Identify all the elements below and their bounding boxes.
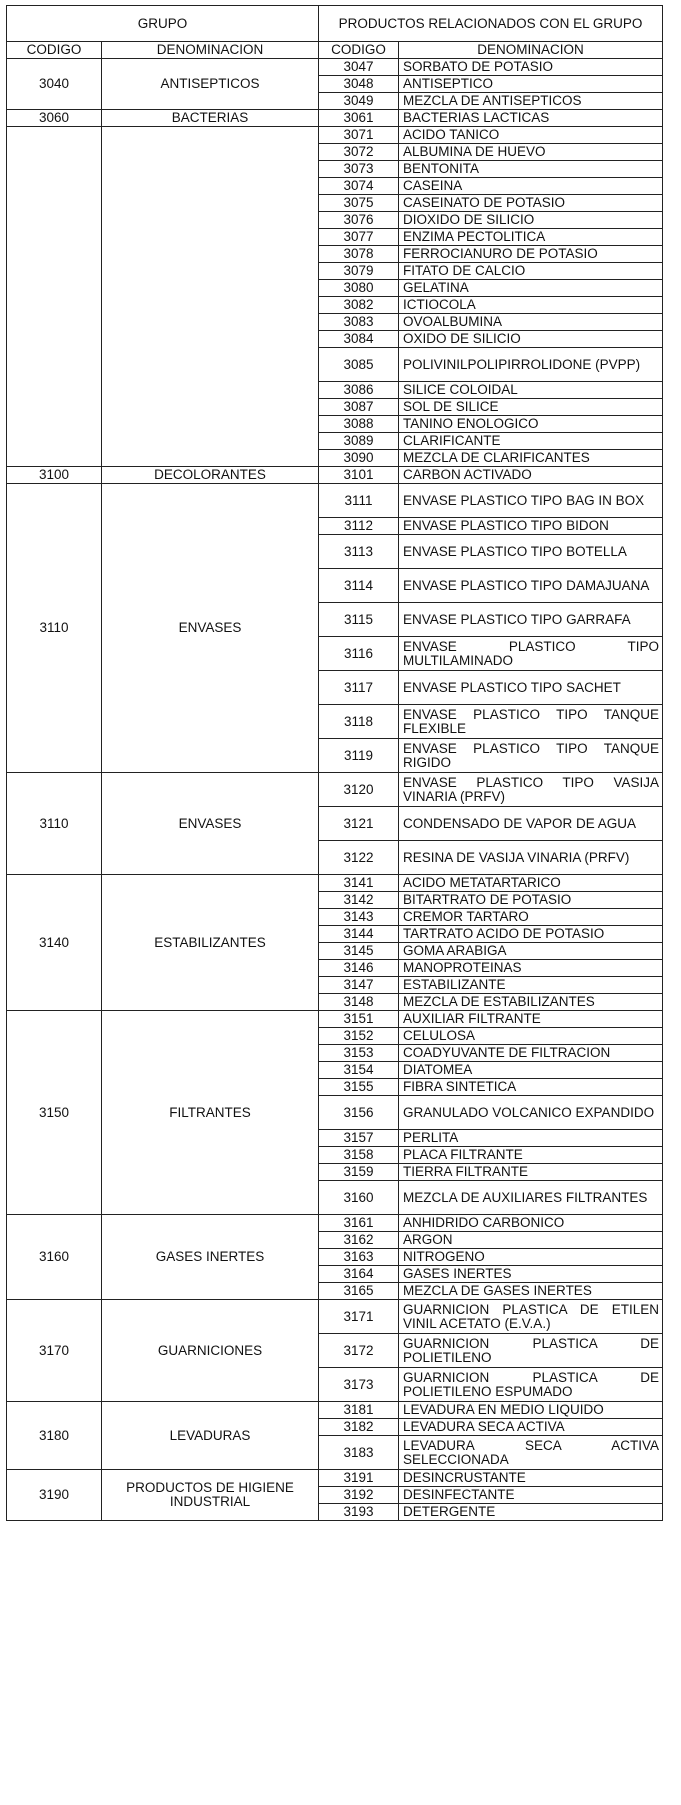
table-row bbox=[7, 467, 663, 484]
product-name: ENVASE PLASTICO TIPO SACHET bbox=[399, 671, 663, 705]
product-code: 3072 bbox=[319, 144, 399, 161]
product-code: 3142 bbox=[319, 892, 399, 909]
table-row bbox=[7, 127, 663, 144]
product-name: CONDENSADO DE VAPOR DE AGUA bbox=[399, 807, 663, 841]
product-code: 3162 bbox=[319, 1232, 399, 1249]
product-code: 3115 bbox=[319, 603, 399, 637]
product-name: PLACA FILTRANTE bbox=[399, 1147, 663, 1164]
product-name: ENVASE PLASTICO TIPO VASIJA VINARIA (PRFV) bbox=[399, 773, 663, 807]
product-code: 3160 bbox=[319, 1181, 399, 1215]
products-table bbox=[6, 5, 663, 1521]
product-code: 3048 bbox=[319, 76, 399, 93]
header-denominacion-producto: DENOMINACION bbox=[399, 42, 663, 59]
product-code: 3144 bbox=[319, 926, 399, 943]
product-code: 3120 bbox=[319, 773, 399, 807]
table-row bbox=[7, 110, 663, 127]
product-code: 3154 bbox=[319, 1062, 399, 1079]
product-code: 3089 bbox=[319, 433, 399, 450]
table-row bbox=[7, 484, 663, 518]
product-name: LEVADURA EN MEDIO LIQUIDO bbox=[399, 1402, 663, 1419]
product-code: 3117 bbox=[319, 671, 399, 705]
group-code: 3190 bbox=[7, 1470, 102, 1521]
product-name: FIBRA SINTETICA bbox=[399, 1079, 663, 1096]
product-code: 3145 bbox=[319, 943, 399, 960]
product-name: ARGON bbox=[399, 1232, 663, 1249]
header-codigo: CODIGO bbox=[7, 42, 102, 59]
table-body bbox=[7, 59, 663, 1521]
product-name: MEZCLA DE GASES INERTES bbox=[399, 1283, 663, 1300]
group-code bbox=[7, 127, 102, 467]
group-name: BACTERIAS bbox=[102, 110, 319, 127]
header-denominacion: DENOMINACION bbox=[102, 42, 319, 59]
product-code: 3165 bbox=[319, 1283, 399, 1300]
table-row bbox=[7, 1300, 663, 1334]
product-name: ALBUMINA DE HUEVO bbox=[399, 144, 663, 161]
product-name: ESTABILIZANTE bbox=[399, 977, 663, 994]
header-productos: PRODUCTOS RELACIONADOS CON EL GRUPO bbox=[319, 6, 663, 42]
product-name: MEZCLA DE CLARIFICANTES bbox=[399, 450, 663, 467]
product-code: 3182 bbox=[319, 1419, 399, 1436]
group-name: DECOLORANTES bbox=[102, 467, 319, 484]
group-name: ENVASES bbox=[102, 484, 319, 773]
product-code: 3080 bbox=[319, 280, 399, 297]
product-code: 3047 bbox=[319, 59, 399, 76]
header-codigo-producto: CODIGO bbox=[319, 42, 399, 59]
table-row bbox=[7, 1011, 663, 1028]
product-code: 3161 bbox=[319, 1215, 399, 1232]
product-name: ENVASE PLASTICO TIPO DAMAJUANA bbox=[399, 569, 663, 603]
product-name: ICTIOCOLA bbox=[399, 297, 663, 314]
group-name: GASES INERTES bbox=[102, 1215, 319, 1300]
product-code: 3111 bbox=[319, 484, 399, 518]
product-code: 3163 bbox=[319, 1249, 399, 1266]
group-code: 3100 bbox=[7, 467, 102, 484]
product-name: TIERRA FILTRANTE bbox=[399, 1164, 663, 1181]
product-code: 3151 bbox=[319, 1011, 399, 1028]
document bbox=[6, 5, 662, 1521]
product-name: DIOXIDO DE SILICIO bbox=[399, 212, 663, 229]
product-code: 3088 bbox=[319, 416, 399, 433]
product-name: BENTONITA bbox=[399, 161, 663, 178]
product-name: BACTERIAS LACTICAS bbox=[399, 110, 663, 127]
group-code: 3110 bbox=[7, 484, 102, 773]
product-code: 3073 bbox=[319, 161, 399, 178]
product-name: GASES INERTES bbox=[399, 1266, 663, 1283]
product-name: DESINFECTANTE bbox=[399, 1487, 663, 1504]
group-code: 3160 bbox=[7, 1215, 102, 1300]
product-name: ENVASE PLASTICO TIPO BAG IN BOX bbox=[399, 484, 663, 518]
product-code: 3183 bbox=[319, 1436, 399, 1470]
product-name: ENVASE PLASTICO TIPO BIDON bbox=[399, 518, 663, 535]
product-name: OXIDO DE SILICIO bbox=[399, 331, 663, 348]
product-code: 3173 bbox=[319, 1368, 399, 1402]
product-code: 3049 bbox=[319, 93, 399, 110]
product-name: ANHIDRIDO CARBONICO bbox=[399, 1215, 663, 1232]
product-code: 3119 bbox=[319, 739, 399, 773]
product-code: 3193 bbox=[319, 1504, 399, 1521]
product-name: TARTRATO ACIDO DE POTASIO bbox=[399, 926, 663, 943]
product-code: 3090 bbox=[319, 450, 399, 467]
product-code: 3148 bbox=[319, 994, 399, 1011]
product-name: NITROGENO bbox=[399, 1249, 663, 1266]
product-name: SILICE COLOIDAL bbox=[399, 382, 663, 399]
product-code: 3121 bbox=[319, 807, 399, 841]
product-code: 3164 bbox=[319, 1266, 399, 1283]
product-code: 3075 bbox=[319, 195, 399, 212]
product-name: FITATO DE CALCIO bbox=[399, 263, 663, 280]
product-code: 3158 bbox=[319, 1147, 399, 1164]
product-code: 3085 bbox=[319, 348, 399, 382]
product-code: 3077 bbox=[319, 229, 399, 246]
group-name bbox=[102, 127, 319, 467]
product-code: 3181 bbox=[319, 1402, 399, 1419]
group-name: LEVADURAS bbox=[102, 1402, 319, 1470]
product-name: MEZCLA DE AUXILIARES FILTRANTES bbox=[399, 1181, 663, 1215]
product-name: CLARIFICANTE bbox=[399, 433, 663, 450]
group-name: PRODUCTOS DE HIGIENE INDUSTRIAL bbox=[102, 1470, 319, 1521]
product-code: 3074 bbox=[319, 178, 399, 195]
product-name: DIATOMEA bbox=[399, 1062, 663, 1079]
table-row bbox=[7, 59, 663, 76]
product-name: DETERGENTE bbox=[399, 1504, 663, 1521]
product-code: 3172 bbox=[319, 1334, 399, 1368]
group-code: 3140 bbox=[7, 875, 102, 1011]
product-code: 3192 bbox=[319, 1487, 399, 1504]
product-name: CREMOR TARTARO bbox=[399, 909, 663, 926]
product-name: AUXILIAR FILTRANTE bbox=[399, 1011, 663, 1028]
product-code: 3087 bbox=[319, 399, 399, 416]
product-name: ACIDO METATARTARICO bbox=[399, 875, 663, 892]
product-code: 3112 bbox=[319, 518, 399, 535]
table-row bbox=[7, 773, 663, 807]
product-name: FERROCIANURO DE POTASIO bbox=[399, 246, 663, 263]
table-row bbox=[7, 1470, 663, 1487]
group-code: 3110 bbox=[7, 773, 102, 875]
product-code: 3171 bbox=[319, 1300, 399, 1334]
product-code: 3083 bbox=[319, 314, 399, 331]
product-name: ENVASE PLASTICO TIPO GARRAFA bbox=[399, 603, 663, 637]
product-name: DESINCRUSTANTE bbox=[399, 1470, 663, 1487]
product-name: ACIDO TANICO bbox=[399, 127, 663, 144]
product-name: OVOALBUMINA bbox=[399, 314, 663, 331]
product-code: 3159 bbox=[319, 1164, 399, 1181]
product-name: CASEINATO DE POTASIO bbox=[399, 195, 663, 212]
group-code: 3170 bbox=[7, 1300, 102, 1402]
group-code: 3150 bbox=[7, 1011, 102, 1215]
product-name: GRANULADO VOLCANICO EXPANDIDO bbox=[399, 1096, 663, 1130]
product-code: 3086 bbox=[319, 382, 399, 399]
product-code: 3078 bbox=[319, 246, 399, 263]
group-code: 3040 bbox=[7, 59, 102, 110]
product-code: 3156 bbox=[319, 1096, 399, 1130]
product-name: ENVASE PLASTICO TIPO TANQUE FLEXIBLE bbox=[399, 705, 663, 739]
group-name: FILTRANTES bbox=[102, 1011, 319, 1215]
product-name: GOMA ARABIGA bbox=[399, 943, 663, 960]
product-name: ENVASE PLASTICO TIPO MULTILAMINADO bbox=[399, 637, 663, 671]
product-name: MANOPROTEINAS bbox=[399, 960, 663, 977]
product-name: GELATINA bbox=[399, 280, 663, 297]
product-name: COADYUVANTE DE FILTRACION bbox=[399, 1045, 663, 1062]
product-name: MEZCLA DE ESTABILIZANTES bbox=[399, 994, 663, 1011]
product-code: 3116 bbox=[319, 637, 399, 671]
product-name: POLIVINILPOLIPIRROLIDONE (PVPP) bbox=[399, 348, 663, 382]
product-code: 3101 bbox=[319, 467, 399, 484]
product-code: 3082 bbox=[319, 297, 399, 314]
product-code: 3071 bbox=[319, 127, 399, 144]
group-name: ENVASES bbox=[102, 773, 319, 875]
product-code: 3114 bbox=[319, 569, 399, 603]
table-row bbox=[7, 1215, 663, 1232]
product-name: CASEINA bbox=[399, 178, 663, 195]
product-name: SORBATO DE POTASIO bbox=[399, 59, 663, 76]
header-grupo: GRUPO bbox=[7, 6, 319, 42]
product-code: 3079 bbox=[319, 263, 399, 280]
header-row-sub bbox=[7, 42, 663, 59]
product-code: 3076 bbox=[319, 212, 399, 229]
product-code: 3084 bbox=[319, 331, 399, 348]
product-name: LEVADURA SECA ACTIVA bbox=[399, 1419, 663, 1436]
product-name: ENVASE PLASTICO TIPO BOTELLA bbox=[399, 535, 663, 569]
group-code: 3060 bbox=[7, 110, 102, 127]
product-name: MEZCLA DE ANTISEPTICOS bbox=[399, 93, 663, 110]
product-name: CARBON ACTIVADO bbox=[399, 467, 663, 484]
group-code: 3180 bbox=[7, 1402, 102, 1470]
group-name: GUARNICIONES bbox=[102, 1300, 319, 1402]
product-code: 3113 bbox=[319, 535, 399, 569]
product-name: GUARNICION PLASTICA DE POLIETILENO ESPUMADO bbox=[399, 1368, 663, 1402]
product-code: 3147 bbox=[319, 977, 399, 994]
product-name: RESINA DE VASIJA VINARIA (PRFV) bbox=[399, 841, 663, 875]
group-name: ANTISEPTICOS bbox=[102, 59, 319, 110]
product-name: ENZIMA PECTOLITICA bbox=[399, 229, 663, 246]
product-code: 3155 bbox=[319, 1079, 399, 1096]
product-code: 3141 bbox=[319, 875, 399, 892]
product-code: 3122 bbox=[319, 841, 399, 875]
product-code: 3146 bbox=[319, 960, 399, 977]
product-name: LEVADURA SECA ACTIVA SELECCIONADA bbox=[399, 1436, 663, 1470]
group-name: ESTABILIZANTES bbox=[102, 875, 319, 1011]
product-code: 3061 bbox=[319, 110, 399, 127]
product-name: GUARNICION PLASTICA DE ETILEN VINIL ACETATO (E.V.A.) bbox=[399, 1300, 663, 1334]
product-code: 3152 bbox=[319, 1028, 399, 1045]
product-code: 3191 bbox=[319, 1470, 399, 1487]
table-row bbox=[7, 875, 663, 892]
product-name: PERLITA bbox=[399, 1130, 663, 1147]
product-code: 3153 bbox=[319, 1045, 399, 1062]
product-name: BITARTRATO DE POTASIO bbox=[399, 892, 663, 909]
product-code: 3143 bbox=[319, 909, 399, 926]
product-code: 3157 bbox=[319, 1130, 399, 1147]
product-name: SOL DE SILICE bbox=[399, 399, 663, 416]
product-code: 3118 bbox=[319, 705, 399, 739]
header-row-top bbox=[7, 6, 663, 42]
product-name: CELULOSA bbox=[399, 1028, 663, 1045]
product-name: ANTISEPTICO bbox=[399, 76, 663, 93]
table-row bbox=[7, 1402, 663, 1419]
product-name: ENVASE PLASTICO TIPO TANQUE RIGIDO bbox=[399, 739, 663, 773]
product-name: GUARNICION PLASTICA DE POLIETILENO bbox=[399, 1334, 663, 1368]
product-name: TANINO ENOLOGICO bbox=[399, 416, 663, 433]
